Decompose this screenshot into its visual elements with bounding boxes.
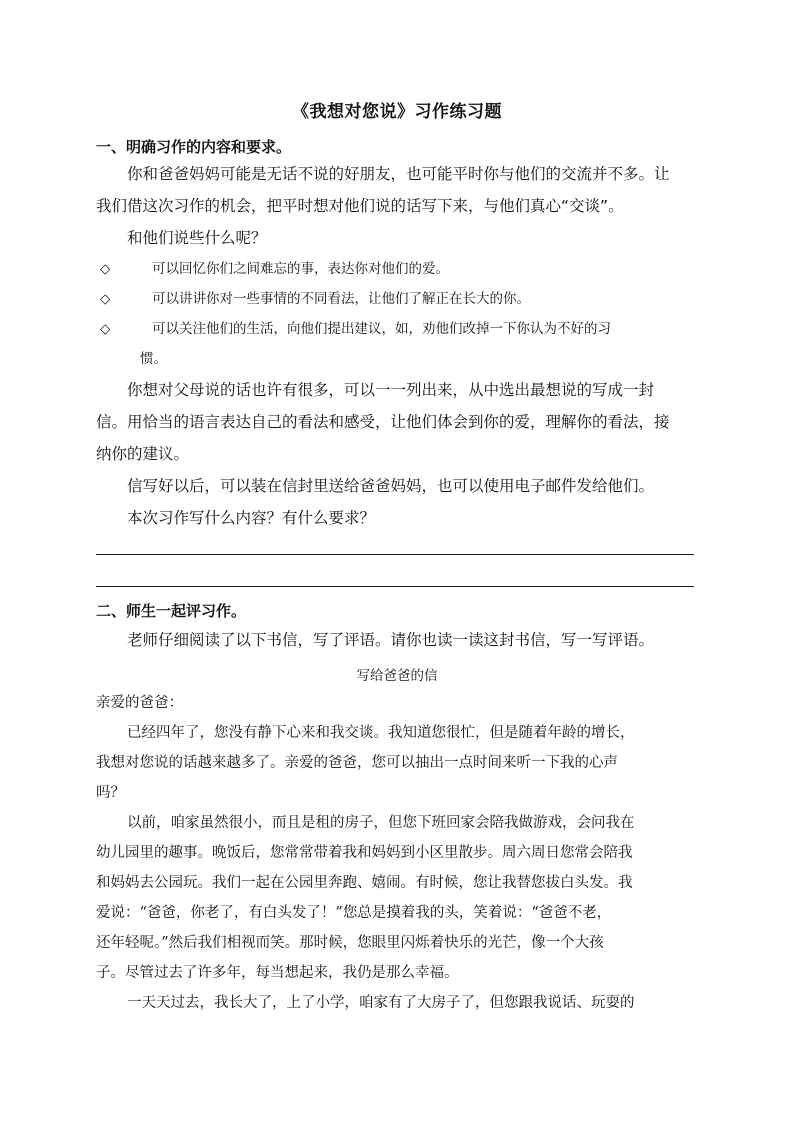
diamond-bullet-icon: ◇ [100, 321, 111, 337]
page-title: 《我想对您说》习作练习题 [292, 102, 502, 122]
question: 和他们说些什么呢？ [127, 229, 267, 247]
letter-line: 子。尽管过去了许多年，每当想起来，我仍是那么幸福。 [96, 965, 459, 981]
bullet-item [96, 254, 696, 284]
section1-heading: 一、明确习作的内容和要求。 [96, 138, 292, 156]
bullet-text: 可以回忆你们之间难忘的事，表达你对他们的爱。 [152, 261, 449, 277]
letter-line: 我想对您说的话越来越多了。亲爱的爸爸，您可以抽出一点时间来听一下我的心声 [96, 755, 618, 771]
letter-line: 和妈妈去公园玩。我们一起在公园里奔跑、嬉闹。有时候，您让我替您拔白头发。我 [96, 875, 633, 891]
para2-line1: 你想对父母说的话也许有很多，可以一一列出来，从中选出最想说的写成一封 [127, 381, 655, 399]
letter-line: 还年轻呢。”然后我们相视而笑。那时候，您眼里闪烁着快乐的光芒，像一个大孩 [96, 935, 604, 951]
bullet-item [96, 314, 696, 344]
bullet-text: 可以关注他们的生活，向他们提出建议，如，劝他们改掉一下你认为不好的习 [152, 321, 611, 337]
section1-para1 [96, 158, 696, 254]
letter-line: 爱说：“爸爸，你老了，有白头发了！”您总是摸着我的头，笑着说：“爸爸不老， [96, 905, 612, 921]
letter-line: 幼儿园里的趣事。晚饭后，您常常带着我和妈妈到小区里散步。周六周日您常会陪我 [96, 845, 633, 861]
prompt-question: 本次习作写什么内容？有什么要求？ [127, 509, 376, 527]
bullet-item [96, 284, 696, 314]
letter-line: 一天天过去，我长大了，上了小学，咱家有了大房子了，但您跟我说话、玩耍的 [127, 995, 635, 1011]
answer-line[interactable] [96, 554, 694, 555]
section2-intro [96, 624, 696, 656]
letter-line: 已经四年了，您没有静下心来和我交谈。我知道您很忙，但是随着年龄的增长， [127, 725, 635, 741]
bullet-continuation [96, 344, 696, 374]
para1-line2: 我们借这次习作的机会，把平时想对他们说的话写下来，与他们真心“交谈”。 [96, 197, 624, 215]
intro-text: 老师仔细阅读了以下书信，写了评语。请你也读一读这封书信，写一写评语。 [127, 631, 655, 649]
section2-heading: 二、师生一起评习作。 [96, 602, 247, 620]
para1-line1: 你和爸爸妈妈可能是无话不说的好朋友，也可能平时你与他们的交流并不多。让 [127, 165, 670, 183]
para3: 信写好以后，可以装在信封里送给爸爸妈妈，也可以使用电子邮件发给他们。 [127, 477, 655, 495]
section1-para2 [96, 374, 696, 534]
diamond-bullet-icon: ◇ [100, 291, 111, 307]
letter-line: 吗？ [96, 785, 125, 801]
para2-line2: 信。用恰当的语言表达自己的看法和感受，让他们体会到你的爱，理解你的看法，接 [96, 413, 670, 431]
letter-salutation: 亲爱的爸爸： [96, 695, 183, 711]
diamond-bullet-icon: ◇ [100, 261, 111, 277]
para2-line3: 纳你的建议。 [96, 445, 190, 463]
letter-body [96, 688, 696, 1018]
bullet-text: 可以讲讲你对一些事情的不同看法，让他们了解正在长大的你。 [152, 291, 530, 307]
letter-line: 以前，咱家虽然很小，而且是租的房子，但您下班回家会陪我做游戏，会问我在 [127, 815, 635, 831]
bullet-continuation-text: 惯。 [140, 351, 167, 367]
answer-line[interactable] [96, 586, 694, 587]
letter-title: 写给爸爸的信 [356, 668, 438, 684]
bullet-list [96, 254, 696, 374]
